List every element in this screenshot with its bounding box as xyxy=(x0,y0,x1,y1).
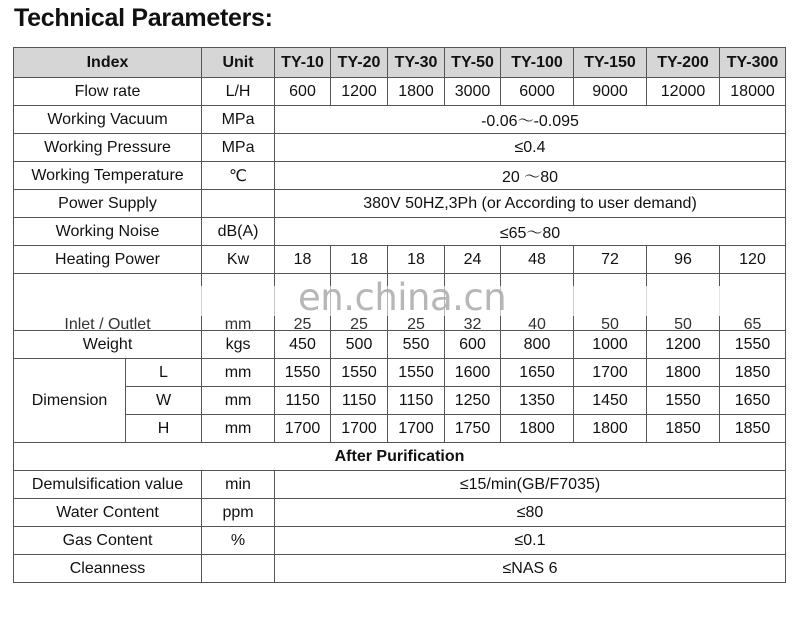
cell-value: ≤65～80 xyxy=(275,218,786,246)
after-purification-row xyxy=(14,443,786,471)
cell-value: 1550 xyxy=(275,359,331,387)
header-unit: Unit xyxy=(202,48,275,78)
cell-value: 25 xyxy=(331,274,388,331)
cell-value: 50 xyxy=(647,274,720,331)
cell-value: 48 xyxy=(501,246,574,274)
cell-value: 72 xyxy=(574,246,647,274)
row-unit: kgs xyxy=(202,331,275,359)
row-label: Power Supply xyxy=(14,190,202,218)
cell-value: 1350 xyxy=(501,387,574,415)
cell-value: 1650 xyxy=(720,387,786,415)
row-unit: MPa xyxy=(202,134,275,162)
section-heading: After Purification xyxy=(14,443,786,471)
watermark-text: en.china.cn xyxy=(298,276,507,319)
cell-value: 1700 xyxy=(275,415,331,443)
row-label: Gas Content xyxy=(14,527,202,555)
cell-value: 1850 xyxy=(720,415,786,443)
row-unit: ℃ xyxy=(202,162,275,190)
cell-value: 18000 xyxy=(720,78,786,106)
row-unit: min xyxy=(202,471,275,499)
cell-value: ≤NAS 6 xyxy=(275,555,786,583)
dimension-row-w xyxy=(14,387,786,415)
cell-value: 1150 xyxy=(331,387,388,415)
cell-value: 18 xyxy=(331,246,388,274)
row-unit: dB(A) xyxy=(202,218,275,246)
row-unit xyxy=(202,190,275,218)
cell-value: 9000 xyxy=(574,78,647,106)
row-label: Weight xyxy=(14,331,202,359)
header-model: TY-300 xyxy=(720,48,786,78)
cell-value: 1550 xyxy=(720,331,786,359)
row-label: Demulsification value xyxy=(14,471,202,499)
cell-value: 1800 xyxy=(388,78,445,106)
row-unit: mm xyxy=(202,387,275,415)
header-model: TY-100 xyxy=(501,48,574,78)
dimension-row-h xyxy=(14,415,786,443)
row-label: Working Pressure xyxy=(14,134,202,162)
working-noise-row xyxy=(14,218,786,246)
working-pressure-row xyxy=(14,134,786,162)
working-vacuum-row xyxy=(14,106,786,134)
page-title: Technical Parameters: xyxy=(14,4,273,32)
cell-value: 1200 xyxy=(331,78,388,106)
row-unit: mm xyxy=(202,359,275,387)
cell-value: 40 xyxy=(501,274,574,331)
cell-value: 380V 50HZ,3Ph (or According to user demand) xyxy=(275,190,786,218)
cell-value: ≤0.4 xyxy=(275,134,786,162)
cell-value: 1850 xyxy=(647,415,720,443)
demulsification-row xyxy=(14,471,786,499)
header-model: TY-50 xyxy=(445,48,501,78)
row-unit: mm xyxy=(202,415,275,443)
cell-value: 1700 xyxy=(331,415,388,443)
row-label: Working Vacuum xyxy=(14,106,202,134)
dimension-label: Dimension xyxy=(14,359,126,443)
cell-value: 1800 xyxy=(647,359,720,387)
row-label: Cleanness xyxy=(14,555,202,583)
cell-value: 32 xyxy=(445,274,501,331)
cell-value: 450 xyxy=(275,331,331,359)
cell-value: 18 xyxy=(275,246,331,274)
cell-value: 1700 xyxy=(574,359,647,387)
cell-value: 1250 xyxy=(445,387,501,415)
cell-value: 1150 xyxy=(275,387,331,415)
cell-value: 1550 xyxy=(647,387,720,415)
row-unit xyxy=(202,555,275,583)
row-unit: Kw xyxy=(202,246,275,274)
table-header-row xyxy=(14,48,786,78)
working-temperature-row xyxy=(14,162,786,190)
cell-value: 1650 xyxy=(501,359,574,387)
flow-rate-row xyxy=(14,78,786,106)
cell-value: 600 xyxy=(275,78,331,106)
dimension-row-l xyxy=(14,359,786,387)
header-index: Index xyxy=(14,48,202,78)
cell-value: 1850 xyxy=(720,359,786,387)
cell-value: 1550 xyxy=(388,359,445,387)
cell-value: 1800 xyxy=(574,415,647,443)
header-model: TY-200 xyxy=(647,48,720,78)
header-model: TY-30 xyxy=(388,48,445,78)
water-content-row xyxy=(14,499,786,527)
cell-value: ≤0.1 xyxy=(275,527,786,555)
row-label: Working Noise xyxy=(14,218,202,246)
cell-value: 25 xyxy=(275,274,331,331)
cell-value: 1000 xyxy=(574,331,647,359)
cell-value: 24 xyxy=(445,246,501,274)
row-unit: % xyxy=(202,527,275,555)
row-label: Flow rate xyxy=(14,78,202,106)
inlet-outlet-unit: mm xyxy=(224,316,252,331)
cell-value: 50 xyxy=(574,274,647,331)
header-model: TY-150 xyxy=(574,48,647,78)
cell-value: 12000 xyxy=(647,78,720,106)
cell-value: 1550 xyxy=(331,359,388,387)
weight-row xyxy=(14,331,786,359)
cell-value: 65 xyxy=(720,274,786,331)
cell-value: 1200 xyxy=(647,331,720,359)
power-supply-row xyxy=(14,190,786,218)
cell-value: 1450 xyxy=(574,387,647,415)
cell-value: 1150 xyxy=(388,387,445,415)
cell-value: 1600 xyxy=(445,359,501,387)
cell-value: 96 xyxy=(647,246,720,274)
cell-value: 6000 xyxy=(501,78,574,106)
heating-power-row xyxy=(14,246,786,274)
row-unit: L/H xyxy=(202,78,275,106)
cell-value: 1750 xyxy=(445,415,501,443)
cell-value: 1800 xyxy=(501,415,574,443)
cell-value: ≤80 xyxy=(275,499,786,527)
dimension-axis: W xyxy=(126,387,202,415)
cell-value: 1700 xyxy=(388,415,445,443)
inlet-outlet-label: Inlet / Outlet xyxy=(64,316,151,331)
cell-value: 500 xyxy=(331,331,388,359)
cell-value: 550 xyxy=(388,331,445,359)
cell-value: 600 xyxy=(445,331,501,359)
cell-value: -0.06～-0.095 xyxy=(275,106,786,134)
row-unit: MPa xyxy=(202,106,275,134)
row-label: Working Temperature xyxy=(14,162,202,190)
cell-value: 800 xyxy=(501,331,574,359)
row-label: Heating Power xyxy=(14,246,202,274)
cell-value: 120 xyxy=(720,246,786,274)
cell-value: ≤15/min(GB/F7035) xyxy=(275,471,786,499)
cell-value: 18 xyxy=(388,246,445,274)
row-unit: ppm xyxy=(202,499,275,527)
gas-content-row xyxy=(14,527,786,555)
cell-value: 20 ～80 xyxy=(275,162,786,190)
header-model: TY-20 xyxy=(331,48,388,78)
cleanness-row xyxy=(14,555,786,583)
header-model: TY-10 xyxy=(275,48,331,78)
cell-value: 25 xyxy=(388,274,445,331)
dimension-axis: L xyxy=(126,359,202,387)
dimension-axis: H xyxy=(126,415,202,443)
row-label: Water Content xyxy=(14,499,202,527)
cell-value: 3000 xyxy=(445,78,501,106)
